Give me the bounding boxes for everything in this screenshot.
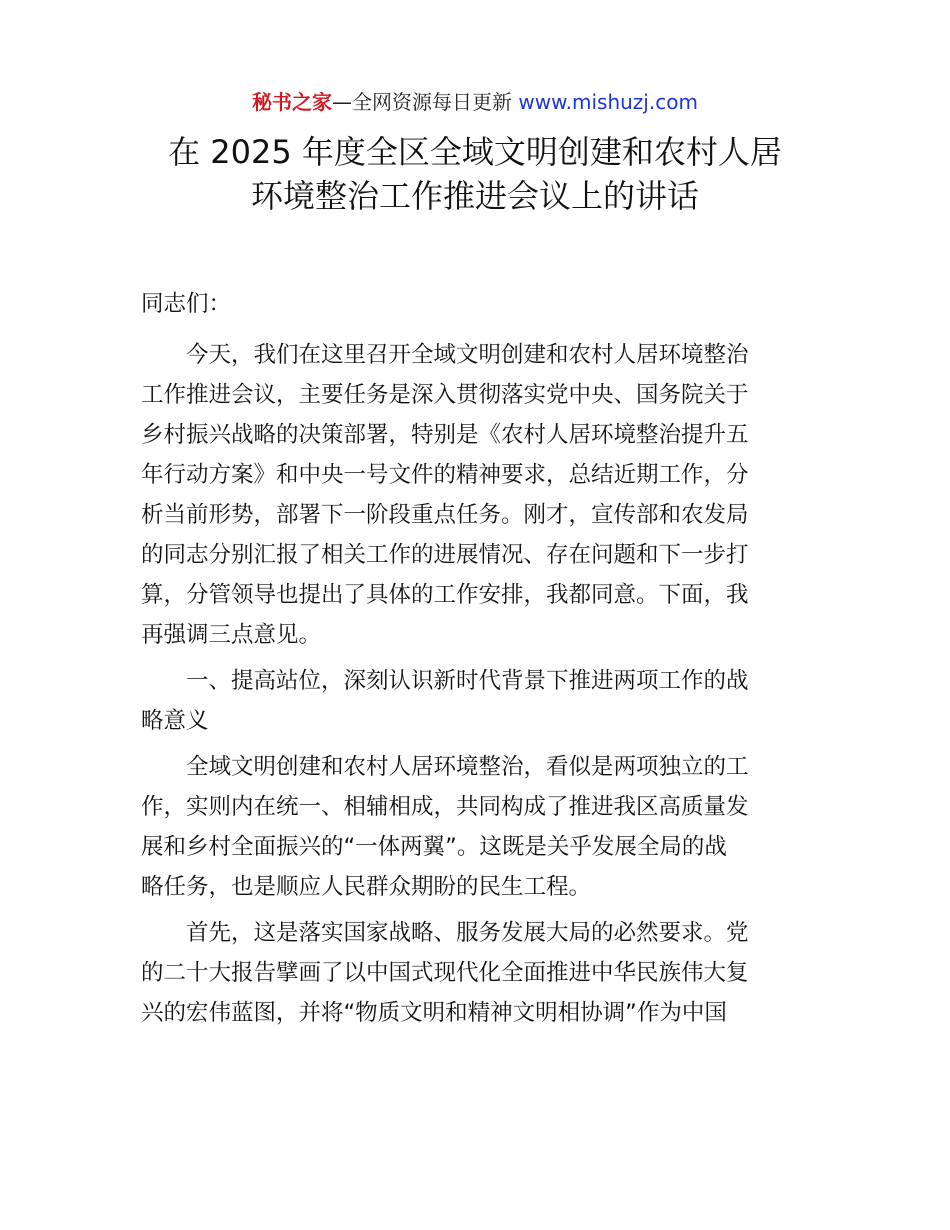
paragraph-first-point: 首先，这是落实国家战略、服务发展大局的必然要求。党 的二十大报告擘画了以中国式现代化全面推进中华民族伟大复 兴的宏伟蓝图，并将“物质文明和精神文明相协调”作为中国 xyxy=(141,920,749,1026)
site-brand: 秘书之家 xyxy=(252,90,333,114)
site-header xyxy=(0,86,950,118)
document-body xyxy=(141,284,813,1039)
title-line-2: 环境整治工作推进会议上的讲话 xyxy=(250,177,699,215)
site-url-link[interactable]: www.mishuzj.com xyxy=(518,90,698,114)
document-title xyxy=(90,130,860,218)
title-line-1: 在 2025 年度全区全域文明创建和农村人居 xyxy=(168,133,782,171)
paragraph-significance: 全域文明创建和农村人居环境整治，看似是两项独立的工 作，实则内在统一、相辅相成，共同构成了推进我区高质量发 展和乡村全面振兴的“一体两翼”。这既是关乎发展全局的战 略任务，也是顺应人民群众期盼的民生工程。 xyxy=(141,754,749,900)
site-tagline: —全网资源每日更新 xyxy=(332,90,513,114)
paragraph-intro: 今天，我们在这里召开全域文明创建和农村人居环境整治 工作推进会议，主要任务是深入贯彻落实党中央、国务院关于 乡村振兴战略的决策部署，特别是《农村人居环境整治提升五 年行动方案》和中央一号文件的精神要求，总结近期工作，分 析当前形势，部署下一阶段重点任务。刚才，宣传部和农发局 的同志分别汇报了相关工作的进展情况、存在问题和下一步打 算，分管领导也提出了具体的工作安排，我都同意。下面，我 再强调三点意见。 xyxy=(141,342,749,648)
section-heading-1: 一、提高站位，深刻认识新时代背景下推进两项工作的战 略意义 xyxy=(141,668,749,734)
greeting: 同志们： xyxy=(141,291,232,317)
